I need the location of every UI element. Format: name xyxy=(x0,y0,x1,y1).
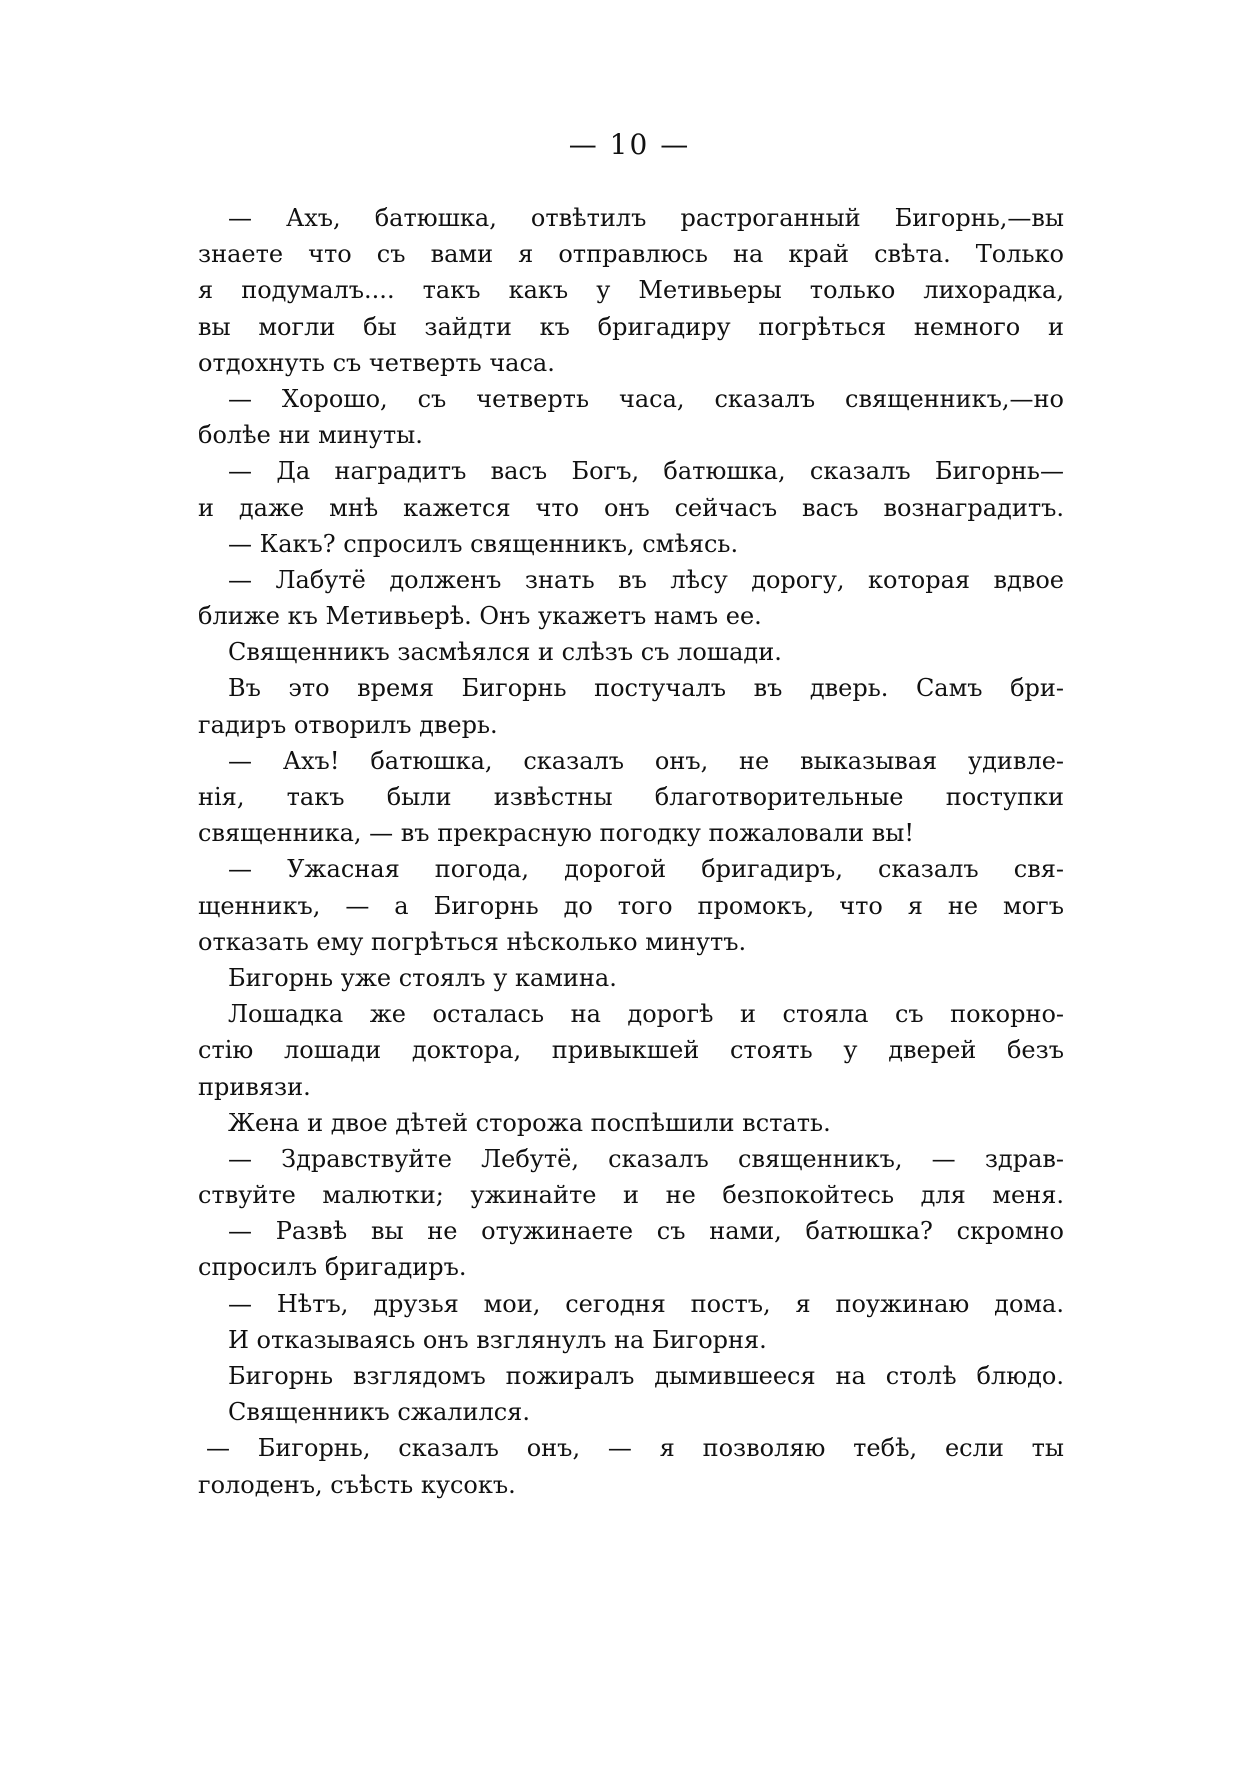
text-line: — Ахъ, батюшка, отвѣтилъ растроганный Бигорнь,—вы xyxy=(228,204,1064,232)
text-line: ближе къ Метивьерѣ. Онъ укажетъ намъ ее. xyxy=(198,602,762,631)
text-line: вы могли бы зайдти къ бригадиру погрѣться немного и xyxy=(198,312,1064,341)
text-line: священника, — въ прекрасную погодку пожаловали вы! xyxy=(198,819,914,848)
text-line: — Нѣтъ, друзья мои, сегодня постъ, я поужинаю дома. xyxy=(228,1289,1064,1318)
text-line: — Здравствуйте Лебутё, сказалъ священникъ, — здрав- xyxy=(228,1144,1064,1173)
text-line: Священникъ засмѣялся и слѣзъ съ лошади. xyxy=(228,638,782,667)
text-line: спросилъ бригадиръ. xyxy=(198,1253,467,1282)
page-number: — 10 — xyxy=(568,128,691,161)
text-line: и даже мнѣ кажется что онъ сейчасъ васъ вознаградитъ. xyxy=(198,493,1064,522)
text-line: — Ужасная погода, дорогой бригадиръ, сказалъ свя- xyxy=(228,855,1064,884)
text-line: — Лабутё долженъ знать въ лѣсу дорогу, которая вдвое xyxy=(228,565,1064,594)
text-line: Лошадка же осталась на дорогѣ и стояла съ покорно- xyxy=(228,1000,1064,1029)
text-line: нія, такъ были извѣстны благотворительные поступки xyxy=(198,783,1064,811)
text-line: голоденъ, съѣсть кусокъ. xyxy=(198,1470,516,1499)
text-line: — Да наградитъ васъ Богъ, батюшка, сказалъ Бигорнь— xyxy=(228,457,1064,486)
text-line: Въ это время Бигорнь постучалъ въ дверь. Самъ бри- xyxy=(228,674,1064,703)
text-line: знаете что съ вами я отправлюсь на край свѣта. Только xyxy=(198,240,1064,269)
text-line: стію лошади доктора, привыкшей стоять у дверей безъ xyxy=(198,1036,1064,1065)
text-line: — Хорошо, съ четверть часа, сказалъ священникъ,—но xyxy=(228,384,1064,413)
text-line: — Ахъ! батюшка, сказалъ онъ, не выказывая удивле- xyxy=(228,746,1064,775)
text-line: Бигорнь уже стоялъ у камина. xyxy=(228,963,617,992)
text-line: привязи. xyxy=(198,1072,311,1101)
text-line: И отказываясь онъ взглянулъ на Бигорня. xyxy=(228,1325,767,1354)
text-line: ствуйте малютки; ужинайте и не безпокойтесь для меня. xyxy=(198,1181,1064,1210)
text-line: отказать ему погрѣться нѣсколько минутъ. xyxy=(198,927,747,956)
text-line: отдохнуть съ четверть часа. xyxy=(198,348,555,377)
body-text xyxy=(198,200,1064,1503)
text-line: болѣе ни минуты. xyxy=(198,421,423,450)
text-line: Жена и двое дѣтей сторожа поспѣшили встать. xyxy=(228,1108,831,1137)
text-line: гадиръ отворилъ дверь. xyxy=(198,710,498,739)
text-line: — Бигорнь, сказалъ онъ, — я позволяю тебѣ, если ты xyxy=(206,1434,1064,1463)
text-line: я подумалъ.... такъ какъ у Метивьеры только лихорадка, xyxy=(198,276,1064,305)
text-line: Бигорнь взглядомъ пожиралъ дымившееся на столѣ блюдо. xyxy=(228,1362,1064,1390)
text-line: — Развѣ вы не отужинаете съ нами, батюшка? скромно xyxy=(228,1217,1064,1246)
text-line: — Какъ? спросилъ священникъ, смѣясь. xyxy=(228,529,739,558)
text-line: щенникъ, — а Бигорнь до того промокъ, что я не могъ xyxy=(198,891,1064,920)
text-line: Священникъ сжалился. xyxy=(228,1398,530,1427)
